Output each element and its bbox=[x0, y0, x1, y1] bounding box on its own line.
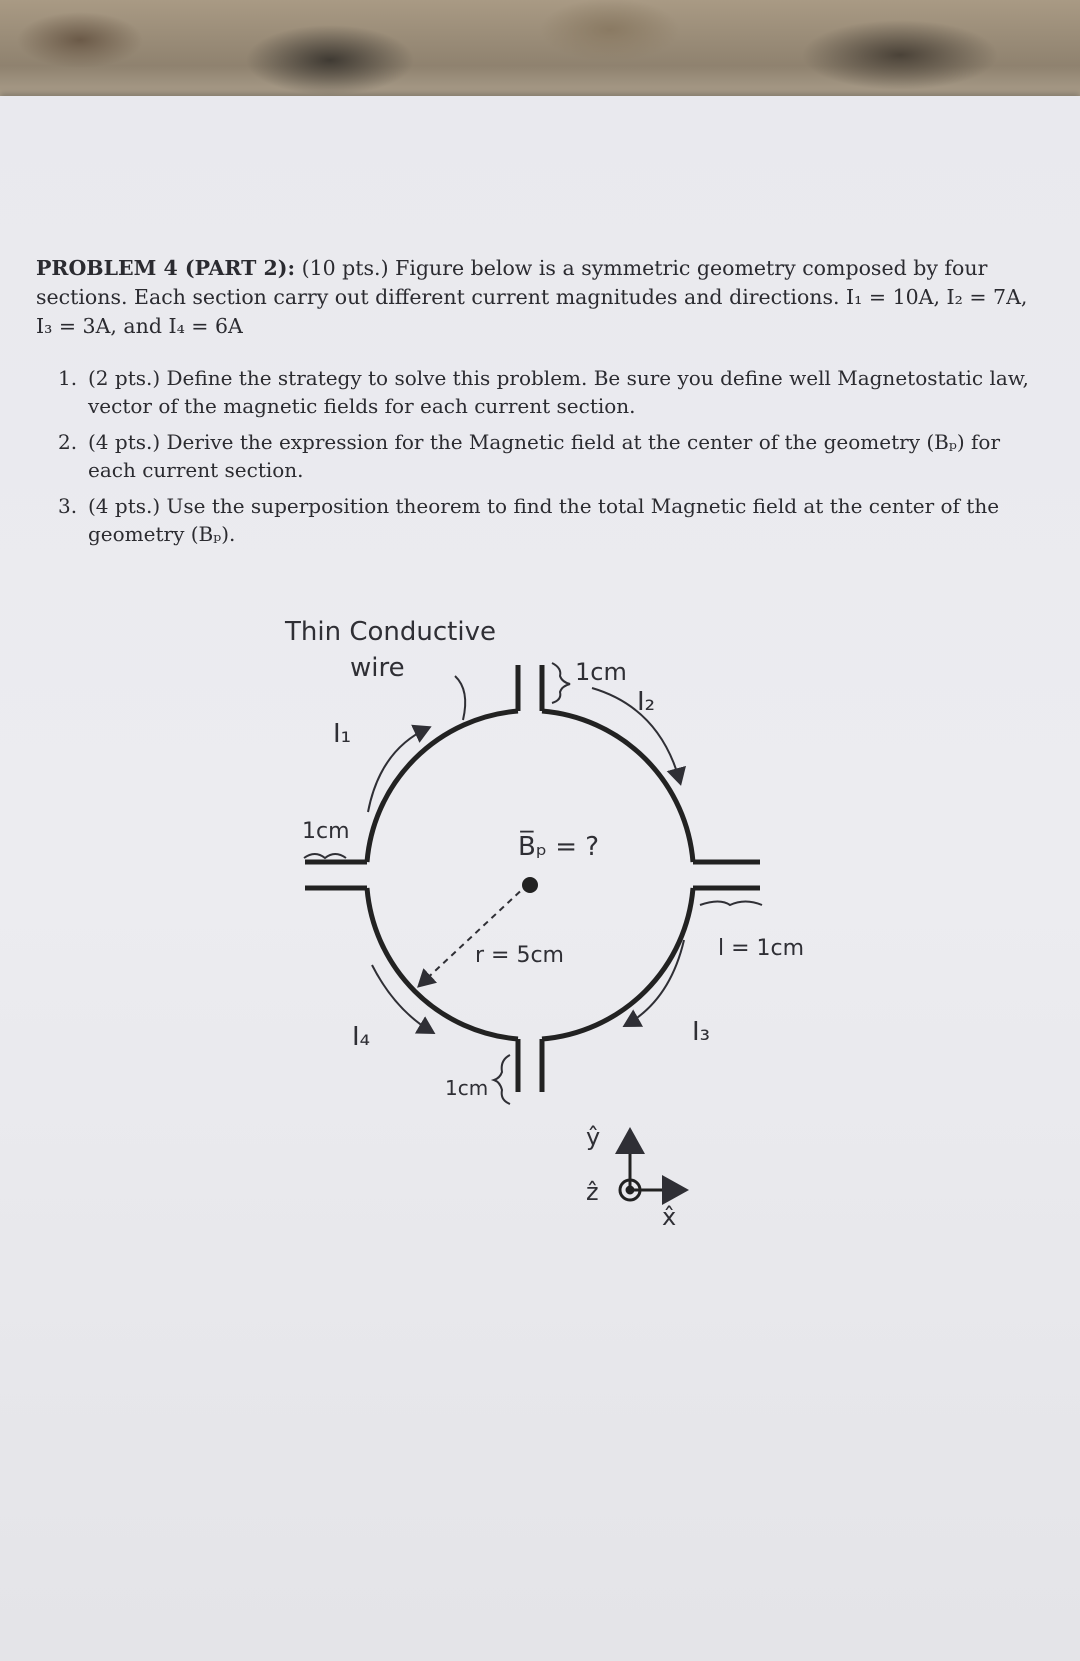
brace-top bbox=[552, 663, 570, 703]
brace-right bbox=[700, 902, 762, 906]
problem-body: (10 pts.) Figure below is a symmetric geometry composed by four sections. Each section carry out different current magnitudes and directions. I₁ = 10A, I₂ = 7A, I₃ = 3A, and I₄ = 6A bbox=[36, 256, 1028, 338]
radius-label: r = 5cm bbox=[475, 943, 564, 968]
field-label: B̅ₚ = ? bbox=[518, 832, 600, 862]
center-point bbox=[522, 877, 538, 893]
arc-i1 bbox=[367, 711, 518, 862]
i2-arrow bbox=[592, 688, 680, 782]
question-text: (4 pts.) Derive the expression for the Magnetic field at the center of the geometry (Bₚ) for each current section. bbox=[88, 430, 1001, 482]
arc-i3 bbox=[542, 888, 693, 1039]
wire-pointer bbox=[455, 676, 465, 720]
brace-bottom bbox=[494, 1055, 510, 1104]
question-number: 3. bbox=[58, 494, 78, 518]
axis-x-label: x̂ bbox=[662, 1203, 677, 1231]
wire-arcs bbox=[367, 711, 693, 1039]
i1-arrow bbox=[368, 728, 428, 812]
current-i3-label: I₃ bbox=[692, 1017, 711, 1047]
radius-line bbox=[420, 884, 528, 985]
question-text: (2 pts.) Define the strategy to solve this problem. Be sure you define well Magnetostatic law, vector of the magnetic fields for each current section. bbox=[88, 366, 1029, 418]
brace-left bbox=[304, 854, 346, 858]
question-number: 2. bbox=[58, 430, 78, 454]
question-text: (4 pts.) Use the superposition theorem to find the total Magnetic field at the center of the geometry (Bₚ). bbox=[88, 494, 1000, 546]
wire-label-line1: Thin Conductive bbox=[285, 617, 496, 647]
problem-heading: PROBLEM 4 (PART 2): bbox=[36, 256, 296, 280]
axis-z-label: ẑ bbox=[586, 1178, 599, 1206]
axis-y-label: ŷ bbox=[586, 1123, 601, 1151]
question-number: 1. bbox=[58, 366, 78, 390]
gap-left-label: 1cm bbox=[302, 819, 350, 844]
current-i4-label: I₄ bbox=[352, 1022, 371, 1052]
wire-label-line2: wire bbox=[350, 653, 405, 683]
gap-bottom-label: 1cm bbox=[445, 1076, 489, 1100]
current-i1-label: I₁ bbox=[333, 719, 352, 749]
axes bbox=[620, 1133, 683, 1200]
current-i2-label: I₂ bbox=[637, 687, 656, 717]
length-label: l = 1cm bbox=[718, 936, 805, 961]
gap-top-label: 1cm bbox=[575, 658, 627, 686]
